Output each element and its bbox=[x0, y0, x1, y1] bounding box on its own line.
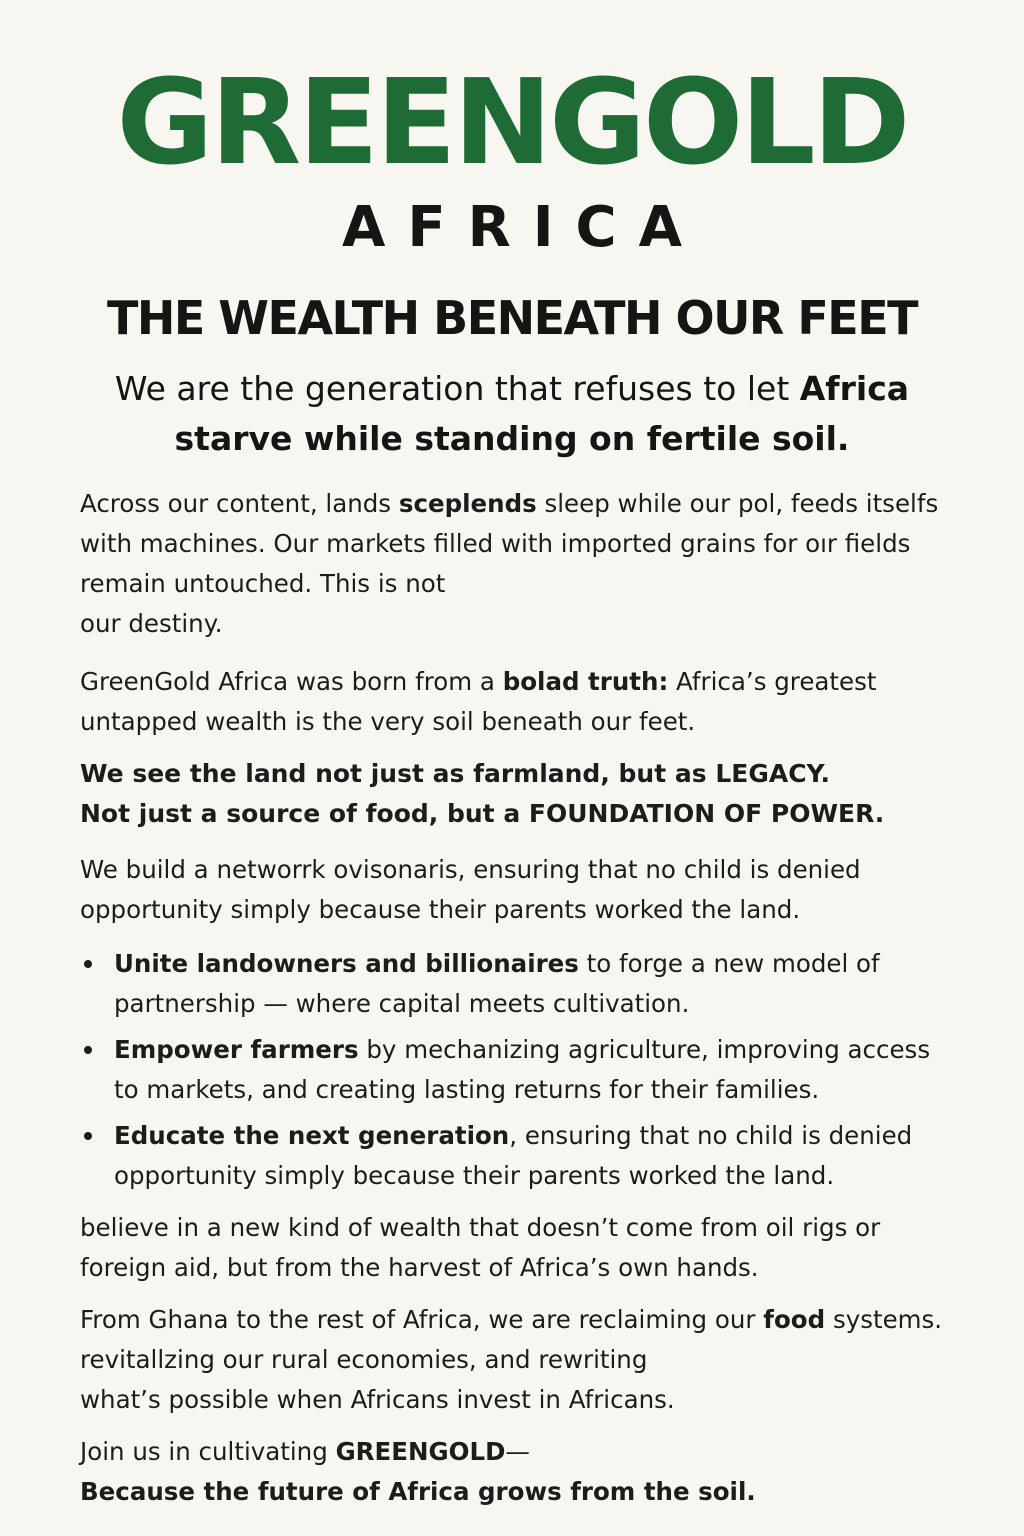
paragraph-network: We build a networrk ovisonaris, ensuring that no child is denied opportunity simply because their parents worked the land. bbox=[80, 855, 861, 924]
paragraph-intro: Across our content, lands sceplends sleep while our pol, feeds itselfs with machines. Our markets filled with imported grains for oır fields remain untouched. This is not our destiny. bbox=[80, 489, 939, 638]
lead-line-2: starve while standing on fertile soil. bbox=[174, 419, 850, 458]
headline: THE WEALTH BENEATH OUR FEET bbox=[106, 291, 918, 345]
bullet-icon bbox=[84, 960, 92, 968]
bullet-icon bbox=[84, 1046, 92, 1054]
brand-subtitle: AFRICA bbox=[342, 195, 704, 260]
paragraph-wealth: believe in a new kind of wealth that doesn’t come from oil rigs or foreign aid, but from the harvest of Africa’s own hands. bbox=[80, 1213, 881, 1282]
lead-statement bbox=[60, 364, 964, 464]
paragraph-vision: We see the land not just as farmland, but as LEGACY. Not just a source of food, but a FOUNDATION OF POWER. bbox=[80, 759, 885, 828]
lead-line-1: We are the generation that refuses to let Africa bbox=[114, 369, 910, 408]
brand-title: GREENGOLD bbox=[116, 53, 908, 191]
mission-list bbox=[80, 944, 960, 1202]
list-item: Empower farmers by mechanizing agriculture, improving access to markets, and creating lasting returns for their families. bbox=[80, 1030, 960, 1110]
list-item: Unite landowners and billionaires to forge a new model of partnership — where capital meets cultivation. bbox=[80, 944, 960, 1024]
closing-call-to-action: Join us in cultivating GREENGOLD— Because the future of Africa grows from the soil. bbox=[80, 1437, 756, 1506]
list-item: Educate the next generation, ensuring that no child is denied opportunity simply because their parents worked the land. bbox=[80, 1116, 960, 1196]
paragraph-origin: GreenGold Africa was born from a bolad truth: Africa’s greatest untapped wealth is the very soil beneath our feet. bbox=[80, 667, 877, 736]
bullet-icon bbox=[84, 1132, 92, 1140]
paragraph-reclaim: From Ghana to the rest of Africa, we are reclaiming our food systems. revitallzing our rural economies, and rewriting what’s possible when Africans invest in Africans. bbox=[80, 1305, 943, 1414]
